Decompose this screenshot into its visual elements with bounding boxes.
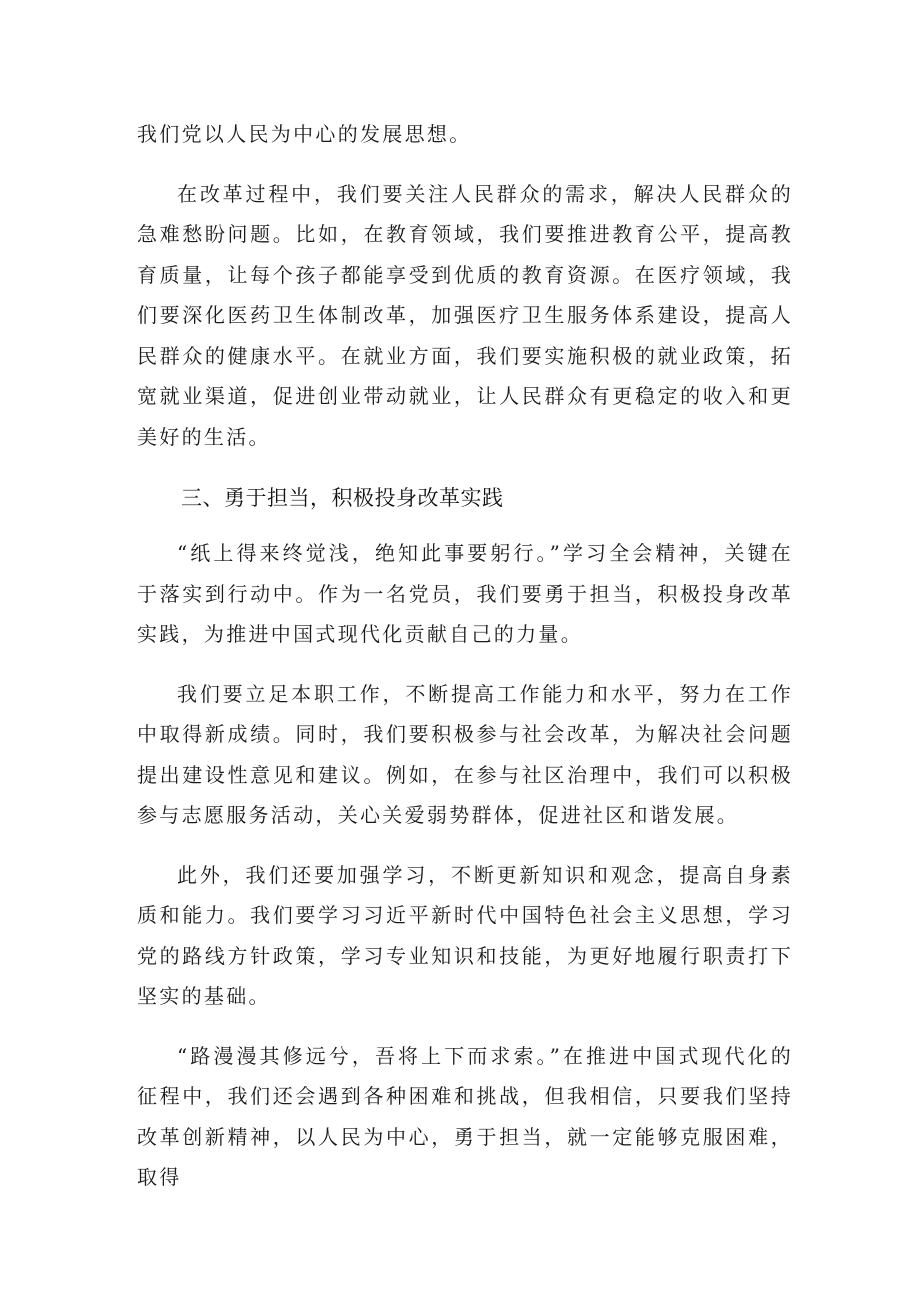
paragraph-continuation: 我们党以人民为中心的发展思想。 (137, 122, 472, 146)
paragraph-reform-needs: 在改革过程中，我们要关注人民群众的需求，解决人民群众的急难愁盼问题。比如，在教育领域，我们要推进教育公平，提高教育质量，让每个孩子都能享受到优质的教育资源。在医疗领域，我们要深化医药卫生体制改革，加强医疗卫生服务体系建设，提高人民群众的健康水平。在就业方面，我们要实施积极的就业政策，拓宽就业渠道，促进创业带动就业，让人民群众有更稳定的收入和更美好的生活。 (137, 181, 793, 449)
paragraph-action: “纸上得来终觉浅，绝知此事要躬行。”学习全会精神，关键在于落实到行动中。作为一名党员，我们要勇于担当，积极投身改革实践，为推进中国式现代化贡献自己的力量。 (137, 541, 793, 646)
paragraph-conclusion: “路漫漫其修远兮，吾将上下而求索。”在推进中国式现代化的征程中，我们还会遇到各种困难和挑战，但我相信，只要我们坚持改革创新精神，以人民为中心，勇于担当，就一定能够克服困难，取得 (137, 1043, 793, 1189)
document-body (137, 114, 793, 1217)
section-heading: 三、勇于担当，积极投身改革实践 (181, 486, 504, 510)
paragraph-study: 此外，我们还要加强学习，不断更新知识和观念，提高自身素质和能力。我们要学习习近平新时代中国特色社会主义思想，学习党的路线方针政策，学习专业知识和技能，为更好地履行职责打下坚实的基础。 (137, 862, 793, 1008)
paragraph-work: 我们要立足本职工作，不断提高工作能力和水平，努力在工作中取得新成绩。同时，我们要积极参与社会改革，为解决社会问题提出建设性意见和建议。例如，在参与社区治理中，我们可以积极参与志愿服务活动，关心关爱弱势群体，促进社区和谐发展。 (137, 681, 793, 827)
